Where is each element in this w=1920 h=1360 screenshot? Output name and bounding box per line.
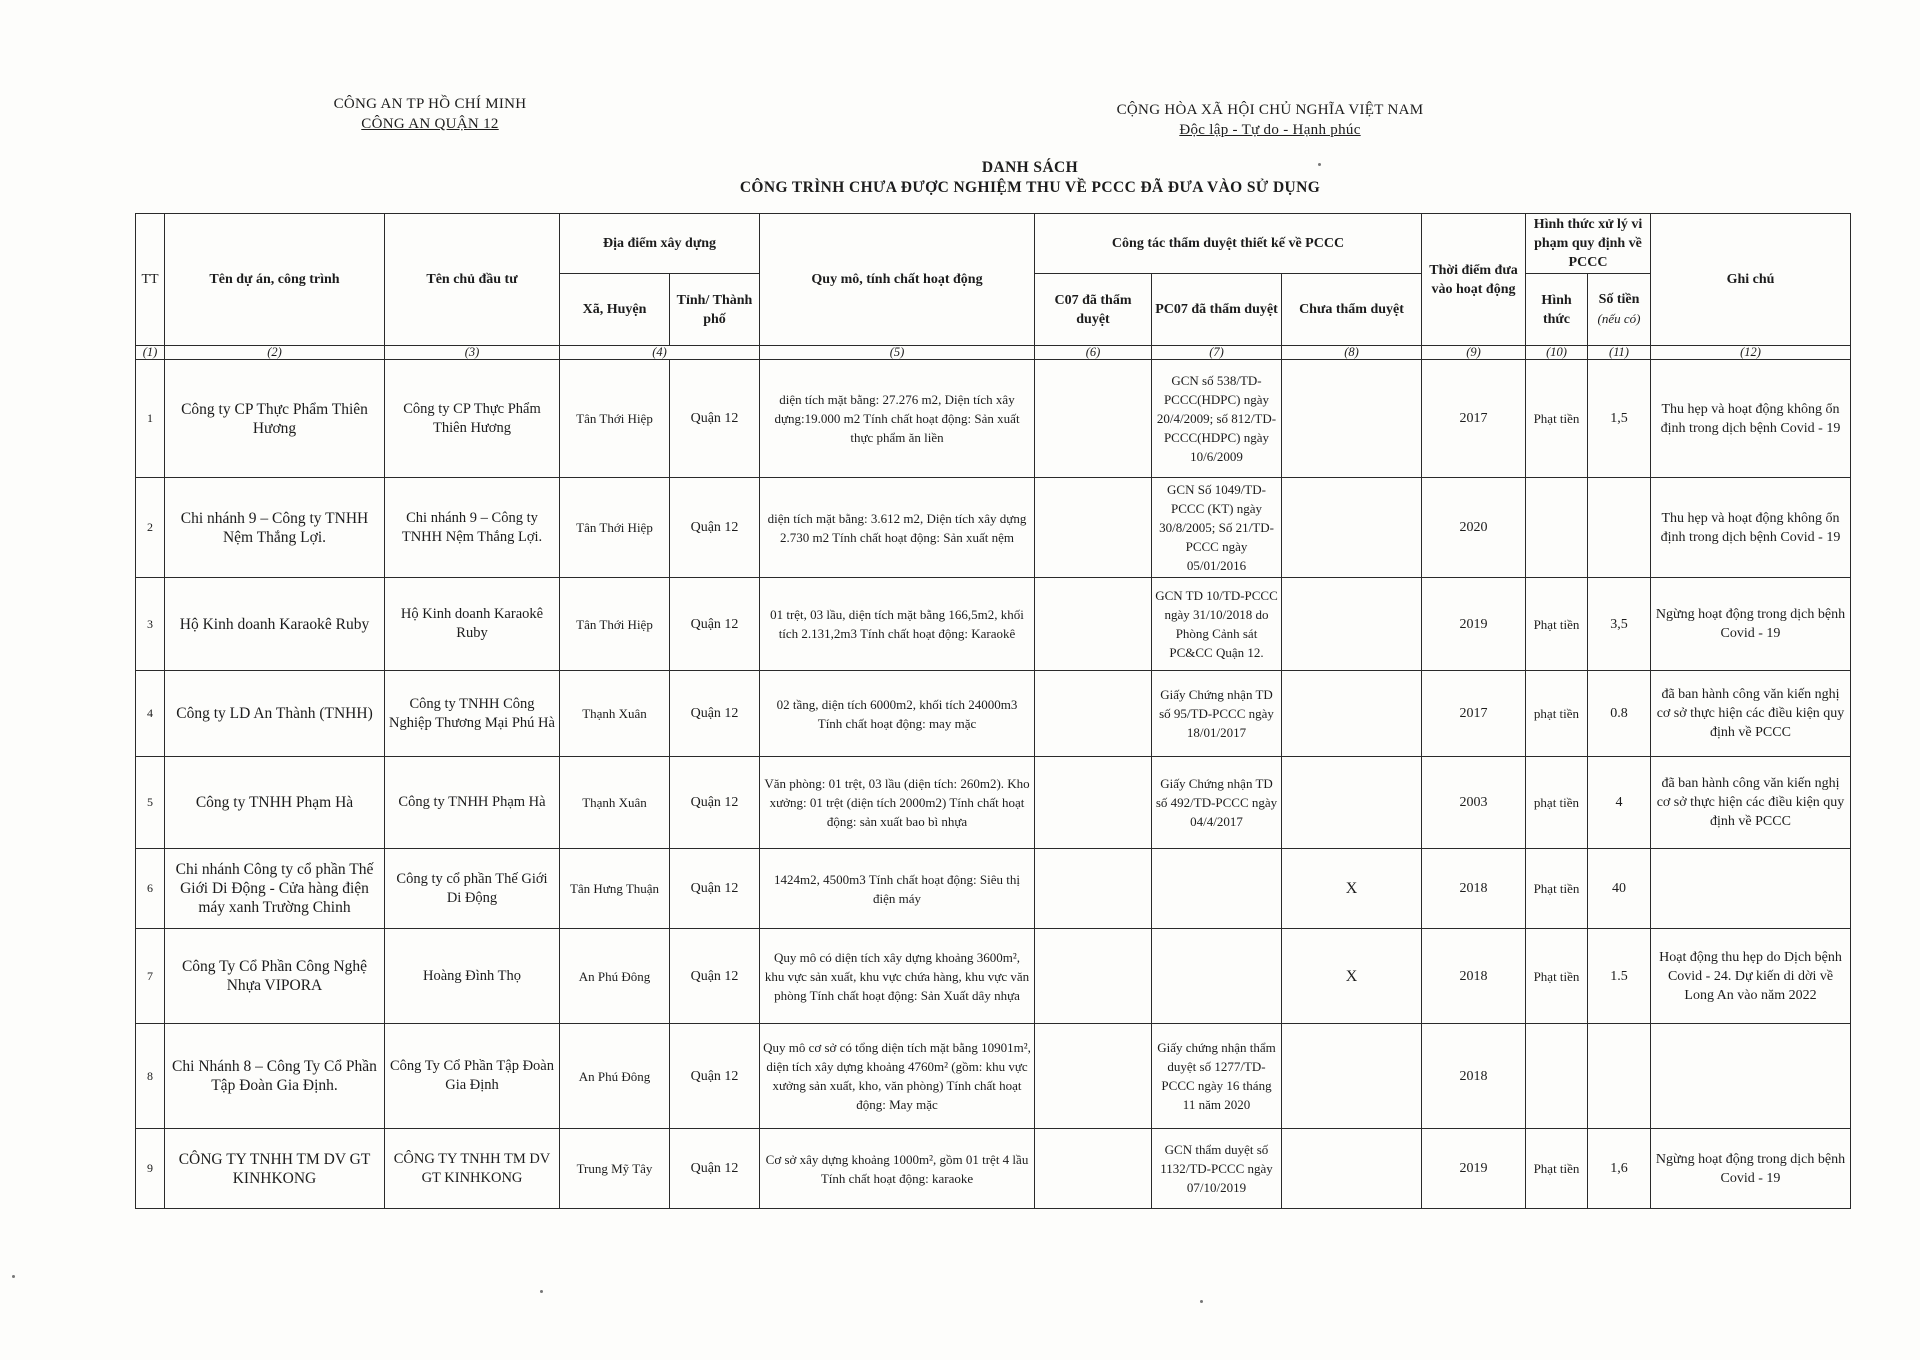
col-number: (1)	[136, 346, 165, 360]
row-year: 2020	[1422, 478, 1526, 578]
table-row	[136, 478, 1851, 578]
row-tt: 8	[136, 1024, 165, 1129]
row-amount: 4	[1588, 757, 1651, 849]
col-number: (5)	[760, 346, 1035, 360]
row-not-reviewed	[1282, 578, 1422, 671]
row-tt: 5	[136, 757, 165, 849]
row-province: Quận 12	[670, 478, 760, 578]
row-note: Thu hẹp và hoạt động không ổn định trong dịch bệnh Covid - 19	[1651, 478, 1851, 578]
row-tt: 2	[136, 478, 165, 578]
row-project: Chi nhánh 9 – Công ty TNHH Nệm Thắng Lợi.	[165, 478, 385, 578]
row-scale: Quy mô có diện tích xây dựng khoảng 3600m², khu vực sản xuất, khu vực chứa hàng, khu vực văn phòng Tính chất hoạt động: Sản Xuất dây nhựa	[760, 929, 1035, 1024]
row-year: 2019	[1422, 1129, 1526, 1209]
col-number: (11)	[1588, 346, 1651, 360]
row-district: Thạnh Xuân	[560, 757, 670, 849]
row-not-reviewed: X	[1282, 849, 1422, 929]
title-line-2: CÔNG TRÌNH CHƯA ĐƯỢC NGHIỆM THU VỀ PCCC ĐÃ ĐƯA VÀO SỬ DỤNG	[739, 179, 1321, 196]
row-amount: 40	[1588, 849, 1651, 929]
row-note	[1651, 1024, 1851, 1129]
row-pc07: Giấy Chứng nhận TD số 95/TD-PCCC ngày 18/01/2017	[1152, 671, 1282, 757]
row-scale: Quy mô cơ sở có tổng diện tích mặt bằng 10901m², diện tích xây dựng khoảng 4760m² (gồm: khu vực xưởng sản xuất, kho, văn phòng) Tính chất hoạt động: May mặc	[760, 1024, 1035, 1129]
col-header-pc07: PC07 đã thẩm duyệt	[1152, 274, 1282, 346]
table-row	[136, 929, 1851, 1024]
row-not-reviewed	[1282, 671, 1422, 757]
row-year: 2018	[1422, 929, 1526, 1024]
row-investor: Công ty CP Thực Phẩm Thiên Hương	[385, 360, 560, 478]
row-tt: 4	[136, 671, 165, 757]
col-header-province: Tỉnh/ Thành phố	[670, 274, 760, 346]
row-pc07: GCN TD 10/TD-PCCC ngày 31/10/2018 do Phòng Cảnh sát PC&CC Quận 12.	[1152, 578, 1282, 671]
row-project: Chi Nhánh 8 – Công Ty Cổ Phần Tập Đoàn Gia Định.	[165, 1024, 385, 1129]
table-row	[136, 578, 1851, 671]
scan-speck	[1318, 163, 1321, 166]
col-header-location: Địa điểm xây dựng	[560, 214, 760, 274]
row-province: Quận 12	[670, 671, 760, 757]
row-district: Tân Hưng Thuận	[560, 849, 670, 929]
row-pc07: Giấy chứng nhận thẩm duyệt số 1277/TD-PCCC ngày 16 tháng 11 năm 2020	[1152, 1024, 1282, 1129]
row-scale: 01 trệt, 03 lầu, diện tích mặt bằng 166,5m2, khối tích 2.131,2m3 Tính chất hoạt động: Karaokê	[760, 578, 1035, 671]
row-penalty	[1526, 1024, 1588, 1129]
row-year: 2017	[1422, 671, 1526, 757]
col-header-fire-review: Công tác thẩm duyệt thiết kế về PCCC	[1035, 214, 1422, 274]
row-investor: Chi nhánh 9 – Công ty TNHH Nệm Thắng Lợi.	[385, 478, 560, 578]
row-amount	[1588, 478, 1651, 578]
row-province: Quận 12	[670, 578, 760, 671]
row-project: Công ty CP Thực Phẩm Thiên Hương	[165, 360, 385, 478]
row-district: Tân Thới Hiệp	[560, 578, 670, 671]
issuer-parent: CÔNG AN TP HỒ CHÍ MINH	[333, 96, 527, 112]
scan-speck	[1200, 1300, 1203, 1303]
table-row	[136, 849, 1851, 929]
row-pc07: GCN Số 1049/TD-PCCC (KT) ngày 30/8/2005; Số 21/TD-PCCC ngày 05/01/2016	[1152, 478, 1282, 578]
col-number: (7)	[1152, 346, 1282, 360]
row-amount: 1,5	[1588, 360, 1651, 478]
row-district: An Phú Đông	[560, 929, 670, 1024]
row-c07	[1035, 578, 1152, 671]
col-header-penalty: Hình thức xử lý vi phạm quy định về PCCC	[1526, 214, 1651, 274]
row-amount: 0.8	[1588, 671, 1651, 757]
row-district: Thạnh Xuân	[560, 671, 670, 757]
row-scale: 1424m2, 4500m3 Tính chất hoạt động: Siêu thị điện máy	[760, 849, 1035, 929]
amount-label: Số tiền	[1598, 292, 1640, 307]
row-amount: 1.5	[1588, 929, 1651, 1024]
row-province: Quận 12	[670, 360, 760, 478]
col-header-penalty-form: Hình thức	[1526, 274, 1588, 346]
col-number: (12)	[1651, 346, 1851, 360]
row-c07	[1035, 671, 1152, 757]
row-penalty: phạt tiền	[1526, 671, 1588, 757]
row-c07	[1035, 478, 1152, 578]
row-province: Quận 12	[670, 849, 760, 929]
row-scale: 02 tầng, diện tích 6000m2, khối tích 24000m3 Tính chất hoạt động: may mặc	[760, 671, 1035, 757]
scan-speck	[540, 1290, 543, 1293]
row-note: Ngừng hoạt động trong dịch bệnh Covid - 19	[1651, 578, 1851, 671]
row-project: Hộ Kinh doanh Karaokê Ruby	[165, 578, 385, 671]
amount-note: (nếu có)	[1597, 311, 1641, 326]
table-row	[136, 1024, 1851, 1129]
column-number-row	[136, 346, 1851, 360]
col-header-notes: Ghi chú	[1651, 214, 1851, 346]
row-c07	[1035, 757, 1152, 849]
national-name: CỘNG HÒA XÃ HỘI CHỦ NGHĨA VIỆT NAM	[1116, 102, 1424, 118]
row-scale: diện tích mặt bằng: 27.276 m2, Diện tích xây dựng:19.000 m2 Tính chất hoạt động: Sản xuất thực phẩm ăn liền	[760, 360, 1035, 478]
document-title	[580, 158, 1480, 198]
row-penalty: Phạt tiền	[1526, 849, 1588, 929]
row-tt: 9	[136, 1129, 165, 1209]
row-district: Trung Mỹ Tây	[560, 1129, 670, 1209]
row-note	[1651, 849, 1851, 929]
col-number: (8)	[1282, 346, 1422, 360]
national-motto-text: Độc lập - Tự do - Hạnh phúc	[1179, 122, 1361, 138]
col-header-amount	[1588, 274, 1651, 346]
row-tt: 3	[136, 578, 165, 671]
col-header-scale: Quy mô, tính chất hoạt động	[760, 214, 1035, 346]
title-line-1: DANH SÁCH	[981, 159, 1079, 176]
row-year: 2018	[1422, 849, 1526, 929]
col-number: (9)	[1422, 346, 1526, 360]
row-year: 2003	[1422, 757, 1526, 849]
row-not-reviewed	[1282, 1129, 1422, 1209]
row-project: Công ty TNHH Phạm Hà	[165, 757, 385, 849]
col-header-not-reviewed: Chưa thẩm duyệt	[1282, 274, 1422, 346]
row-investor: Công ty TNHH Công Nghiệp Thương Mại Phú Hà	[385, 671, 560, 757]
row-c07	[1035, 1024, 1152, 1129]
row-c07	[1035, 849, 1152, 929]
header-row-1	[136, 214, 1851, 274]
col-header-start-time: Thời điểm đưa vào hoạt động	[1422, 214, 1526, 346]
row-year: 2019	[1422, 578, 1526, 671]
row-note: Thu hẹp và hoạt động không ổn định trong dịch bệnh Covid - 19	[1651, 360, 1851, 478]
row-penalty: Phạt tiền	[1526, 360, 1588, 478]
row-pc07: GCN số 538/TD-PCCC(HDPC) ngày 20/4/2009; số 812/TD-PCCC(HDPC) ngày 10/6/2009	[1152, 360, 1282, 478]
row-not-reviewed: X	[1282, 929, 1422, 1024]
row-district: Tân Thới Hiệp	[560, 360, 670, 478]
table-row	[136, 360, 1851, 478]
row-scale: Cơ sở xây dựng khoảng 1000m², gồm 01 trệt 4 lầu Tính chất hoạt động: karaoke	[760, 1129, 1035, 1209]
row-year: 2017	[1422, 360, 1526, 478]
col-number: (6)	[1035, 346, 1152, 360]
row-amount	[1588, 1024, 1651, 1129]
row-tt: 7	[136, 929, 165, 1024]
row-district: An Phú Đông	[560, 1024, 670, 1129]
row-note: Ngừng hoạt động trong dịch bệnh Covid - 19	[1651, 1129, 1851, 1209]
row-investor: Công ty TNHH Phạm Hà	[385, 757, 560, 849]
row-tt: 1	[136, 360, 165, 478]
projects-table	[135, 213, 1851, 1209]
row-investor: Hoàng Đình Thọ	[385, 929, 560, 1024]
row-province: Quận 12	[670, 1129, 760, 1209]
row-pc07	[1152, 849, 1282, 929]
col-header-district: Xã, Huyện	[560, 274, 670, 346]
row-pc07: Giấy Chứng nhận TD số 492/TD-PCCC ngày 04/4/2017	[1152, 757, 1282, 849]
row-not-reviewed	[1282, 478, 1422, 578]
national-motto	[1090, 120, 1450, 140]
row-investor: CÔNG TY TNHH TM DV GT KINHKONG	[385, 1129, 560, 1209]
row-province: Quận 12	[670, 1024, 760, 1129]
table-row	[136, 757, 1851, 849]
row-note: Hoạt động thu hẹp do Dịch bệnh Covid - 24. Dự kiến di dời về Long An vào năm 2022	[1651, 929, 1851, 1024]
row-amount: 3,5	[1588, 578, 1651, 671]
national-header	[1090, 100, 1450, 140]
row-province: Quận 12	[670, 757, 760, 849]
row-investor: Hộ Kinh doanh Karaokê Ruby	[385, 578, 560, 671]
row-project: Công Ty Cổ Phần Công Nghệ Nhựa VIPORA	[165, 929, 385, 1024]
row-c07	[1035, 929, 1152, 1024]
col-number: (10)	[1526, 346, 1588, 360]
col-number: (4)	[560, 346, 760, 360]
row-pc07: GCN thẩm duyệt số 1132/TD-PCCC ngày 07/10/2019	[1152, 1129, 1282, 1209]
row-not-reviewed	[1282, 1024, 1422, 1129]
col-header-c07: C07 đã thẩm duyệt	[1035, 274, 1152, 346]
row-pc07	[1152, 929, 1282, 1024]
row-amount: 1,6	[1588, 1129, 1651, 1209]
row-district: Tân Thới Hiệp	[560, 478, 670, 578]
row-penalty	[1526, 478, 1588, 578]
col-number: (3)	[385, 346, 560, 360]
table-row	[136, 1129, 1851, 1209]
row-penalty: Phạt tiền	[1526, 1129, 1588, 1209]
row-penalty: phạt tiền	[1526, 757, 1588, 849]
col-number: (2)	[165, 346, 385, 360]
row-penalty: Phạt tiền	[1526, 578, 1588, 671]
table-row	[136, 671, 1851, 757]
col-header-project: Tên dự án, công trình	[165, 214, 385, 346]
row-note: đã ban hành công văn kiến nghị cơ sở thực hiện các điều kiện quy định về PCCC	[1651, 671, 1851, 757]
row-not-reviewed	[1282, 360, 1422, 478]
scan-speck	[12, 1275, 15, 1278]
row-project: Công ty LD An Thành (TNHH)	[165, 671, 385, 757]
row-tt: 6	[136, 849, 165, 929]
row-c07	[1035, 1129, 1152, 1209]
row-investor: Công ty cổ phần Thế Giới Di Động	[385, 849, 560, 929]
row-province: Quận 12	[670, 929, 760, 1024]
col-header-tt: TT	[136, 214, 165, 346]
row-scale: Văn phòng: 01 trệt, 03 lầu (diện tích: 260m2). Kho xưởng: 01 trệt (diện tích 2000m2) Tính chất hoạt động: sản xuất bao bì nhựa	[760, 757, 1035, 849]
issuer-header	[300, 94, 560, 134]
row-project: CÔNG TY TNHH TM DV GT KINHKONG	[165, 1129, 385, 1209]
row-scale: diện tích mặt bằng: 3.612 m2, Diện tích xây dựng 2.730 m2 Tính chất hoạt động: Sản xuất nệm	[760, 478, 1035, 578]
col-header-investor: Tên chủ đầu tư	[385, 214, 560, 346]
row-c07	[1035, 360, 1152, 478]
row-investor: Công Ty Cổ Phần Tập Đoàn Gia Định	[385, 1024, 560, 1129]
row-penalty: Phạt tiền	[1526, 929, 1588, 1024]
row-year: 2018	[1422, 1024, 1526, 1129]
row-note: đã ban hành công văn kiến nghị cơ sở thực hiện các điều kiện quy định về PCCC	[1651, 757, 1851, 849]
row-project: Chi nhánh Công ty cổ phần Thế Giới Di Động - Cửa hàng điện máy xanh Trường Chinh	[165, 849, 385, 929]
issuer-unit: CÔNG AN QUẬN 12	[361, 116, 499, 132]
row-not-reviewed	[1282, 757, 1422, 849]
